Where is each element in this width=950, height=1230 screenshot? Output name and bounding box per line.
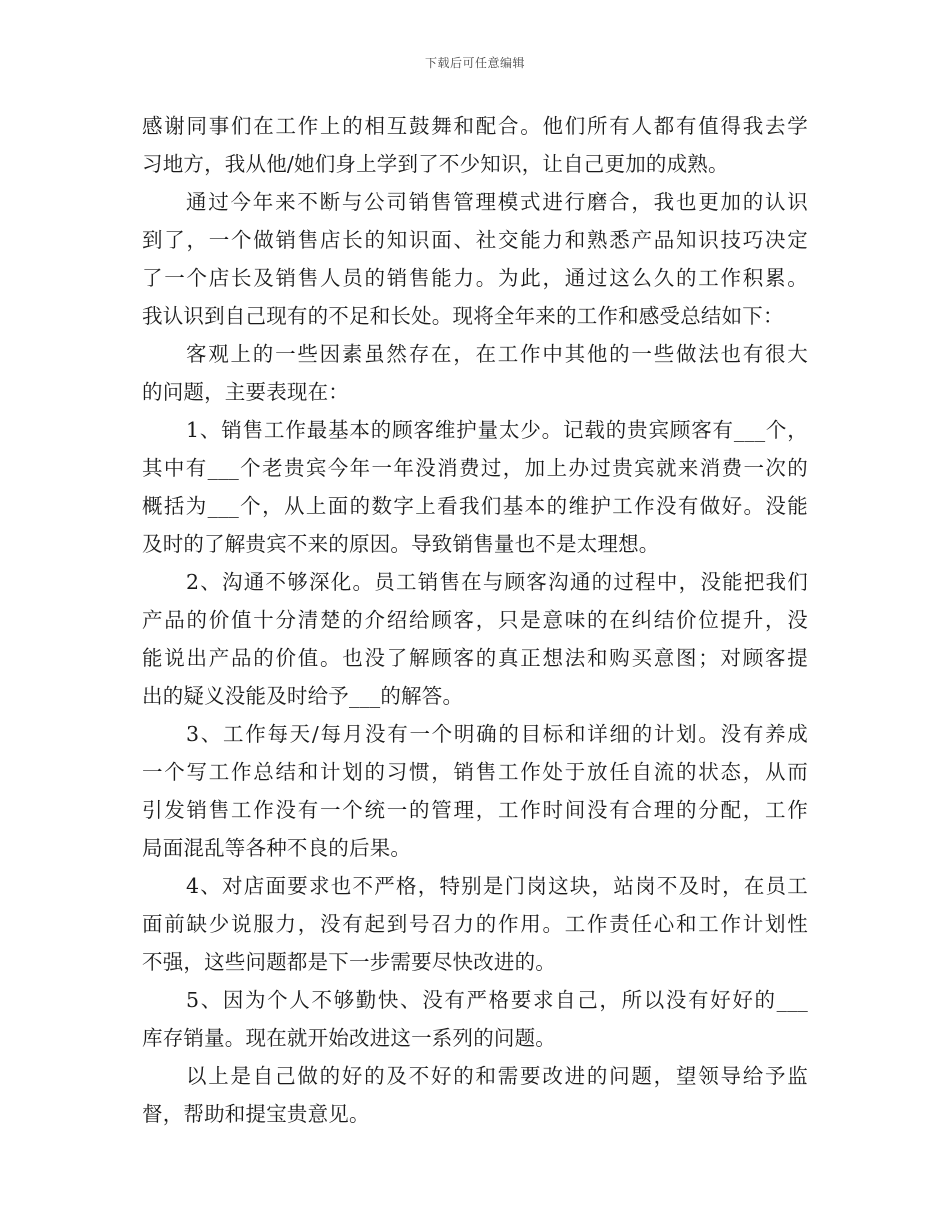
text-line: 1、销售工作最基本的顾客维护量太少。记载的贵宾顾客有___个， [186,418,808,442]
paragraph-2 [142,183,808,335]
text-line: 一个写工作总结和计划的习惯，销售工作处于放任自流的状态，从而 [142,760,808,784]
document-body [142,107,808,1133]
paragraph-item-4 [142,867,808,981]
text-line: 3、工作每天/每月没有一个明确的目标和详细的计划。没有养成 [186,722,808,746]
text-line: 产品的价值十分清楚的介绍给顾客，只是意味的在纠结价位提升，没 [142,608,808,632]
text-line: 我认识到自己现有的不足和长处。现将全年来的工作和感受总结如下： [142,304,784,328]
paragraph-item-3 [142,715,808,867]
text-line: 到了，一个做销售店长的知识面、社交能力和熟悉产品知识技巧决定 [142,228,808,252]
text-line: 的问题，主要表现在： [142,380,349,404]
text-line: 5、因为个人不够勤快、没有严格要求自己，所以没有好好的___ [186,988,808,1012]
text-line: 出的疑义没能及时给予___的解答。 [142,684,464,708]
text-line: 概括为___个，从上面的数字上看我们基本的维护工作没有做好。没能 [142,494,808,518]
text-line: 督，帮助和提宝贵意见。 [142,1102,370,1126]
text-line: 不强，这些问题都是下一步需要尽快改进的。 [142,950,556,974]
text-line: 客观上的一些因素虽然存在，在工作中其他的一些做法也有很大 [186,342,808,366]
paragraph-item-1 [142,411,808,563]
paragraph-1 [142,107,808,183]
text-line: 4、对店面要求也不严格，特别是门岗这块，站岗不及时，在员工 [186,874,808,898]
text-line: 通过今年来不断与公司销售管理模式进行磨合，我也更加的认识 [186,190,808,214]
text-line: 库存销量。现在就开始改进这一系列的问题。 [142,1026,556,1050]
paragraph-3 [142,335,808,411]
text-line: 2、沟通不够深化。员工销售在与顾客沟通的过程中，没能把我们 [186,570,808,594]
text-line: 引发销售工作没有一个统一的管理，工作时间没有合理的分配，工作 [142,798,808,822]
text-line: 其中有___个老贵宾今年一年没消费过，加上办过贵宾就来消费一次的 [142,456,808,480]
paragraph-item-2 [142,563,808,715]
page-header: 下载后可任意编辑 [424,56,525,70]
text-line: 及时的了解贵宾不来的原因。导致销售量也不是太理想。 [142,532,660,556]
paragraph-item-5 [142,981,808,1057]
text-line: 感谢同事们在工作上的相互鼓舞和配合。他们所有人都有值得我去学 [142,114,808,138]
text-line: 面前缺少说服力，没有起到号召力的作用。工作责任心和工作计划性 [142,912,808,936]
text-line: 了一个店长及销售人员的销售能力。为此，通过这么久的工作积累。 [142,266,808,290]
text-line: 习地方，我从他/她们身上学到了不少知识，让自己更加的成熟。 [142,152,729,176]
text-line: 以上是自己做的好的及不好的和需要改进的问题，望领导给予监 [186,1064,808,1088]
text-line: 局面混乱等各种不良的后果。 [142,836,412,860]
paragraph-conclusion [142,1057,808,1133]
text-line: 能说出产品的价值。也没了解顾客的真正想法和购买意图；对顾客提 [142,646,808,670]
